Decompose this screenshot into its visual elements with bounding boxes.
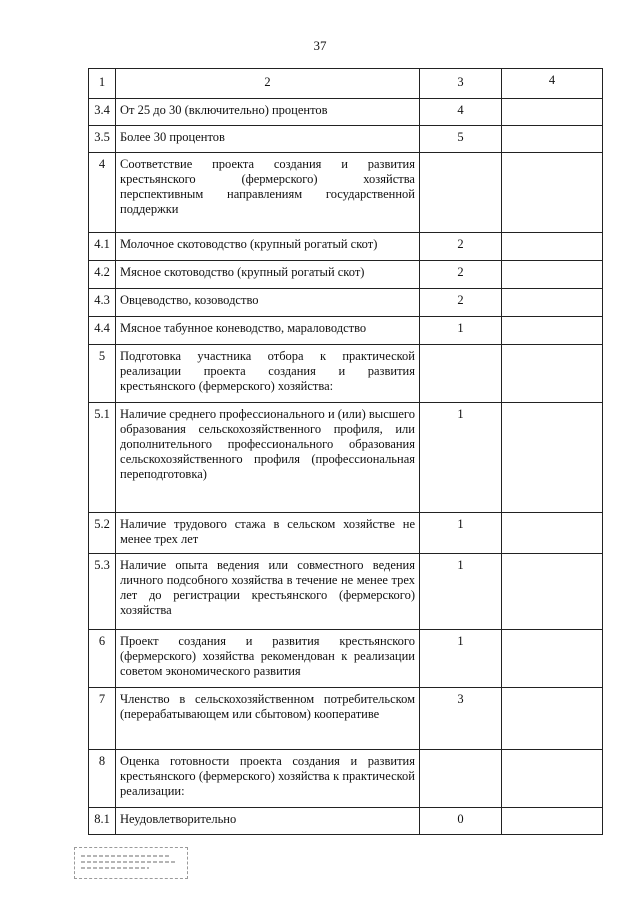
row-criterion: Неудовлетворительно [116,808,420,835]
table-row [89,750,603,808]
row-score: 1 [420,513,502,554]
row-score: 2 [420,261,502,289]
criteria-table [88,68,603,835]
row-score: 1 [420,630,502,688]
row-criterion: Молочное скотоводство (крупный рогатый скот) [116,233,420,261]
table-row [89,554,603,630]
row-number: 4.1 [89,233,116,261]
row-number: 8.1 [89,808,116,835]
row-number: 5.1 [89,403,116,513]
row-criterion: Проект создания и развития крестьянского (фермерского) хозяйства рекомендован к реализации советом экономического развития [116,630,420,688]
row-number: 3.5 [89,126,116,153]
row-number: 4.2 [89,261,116,289]
row-criterion: Оценка готовности проекта создания и развития крестьянского (фермерского) хозяйства к практической реализации: [116,750,420,808]
row-number: 4.3 [89,289,116,317]
row-number: 5.3 [89,554,116,630]
table-row [89,403,603,513]
row-extra [502,317,603,345]
table-row [89,233,603,261]
row-extra [502,750,603,808]
row-number: 4 [89,153,116,233]
row-score: 4 [420,99,502,126]
row-extra [502,554,603,630]
row-extra [502,513,603,554]
row-score: 5 [420,126,502,153]
row-number: 8 [89,750,116,808]
row-extra [502,126,603,153]
row-extra [502,345,603,403]
row-score [420,153,502,233]
row-extra [502,630,603,688]
row-number: 5.2 [89,513,116,554]
row-score: 1 [420,317,502,345]
row-score: 0 [420,808,502,835]
header-col-3: 3 [420,69,502,99]
row-score: 2 [420,289,502,317]
row-criterion: От 25 до 30 (включительно) процентов [116,99,420,126]
row-criterion: Овцеводство, козоводство [116,289,420,317]
table-row [89,126,603,153]
table-row [89,317,603,345]
stamp-scribble [79,850,183,876]
row-extra [502,403,603,513]
table-row [89,808,603,835]
page-number: 37 [313,38,327,53]
row-score [420,750,502,808]
row-criterion: Мясное табунное коневодство, мараловодство [116,317,420,345]
table-row [89,345,603,403]
row-score [420,345,502,403]
row-extra [502,233,603,261]
table-row [89,688,603,750]
row-extra [502,289,603,317]
row-score: 1 [420,554,502,630]
row-number: 4.4 [89,317,116,345]
row-criterion: Подготовка участника отбора к практической реализации проекта создания и развития крестьянского (фермерского) хозяйства: [116,345,420,403]
row-number: 5 [89,345,116,403]
row-criterion: Наличие трудового стажа в сельском хозяйстве не менее трех лет [116,513,420,554]
table-row [89,513,603,554]
row-criterion: Наличие среднего профессионального и (или) высшего образования сельскохозяйственного профиля, или дополнительного профессионального образования сельскохозяйственного профиля (профессиональная переподготовка) [116,403,420,513]
row-score: 1 [420,403,502,513]
table-row [89,153,603,233]
row-number: 7 [89,688,116,750]
row-number: 3.4 [89,99,116,126]
header-col-4: 4 [502,69,603,99]
table-row [89,630,603,688]
row-extra [502,99,603,126]
table-row [89,99,603,126]
header-col-1: 1 [89,69,116,99]
table-row [89,289,603,317]
header-col-2: 2 [116,69,420,99]
table-row [89,261,603,289]
row-criterion: Членство в сельскохозяйственном потребительском (перерабатывающем или сбытовом) кооперативе [116,688,420,750]
faded-stamp [74,847,188,879]
row-extra [502,688,603,750]
row-criterion: Более 30 процентов [116,126,420,153]
row-score: 3 [420,688,502,750]
row-score: 2 [420,233,502,261]
row-criterion: Наличие опыта ведения или совместного ведения личного подсобного хозяйства в течение не менее трех лет до регистрации крестьянского (фермерского) хозяйства [116,554,420,630]
row-criterion: Мясное скотоводство (крупный рогатый скот) [116,261,420,289]
row-extra [502,808,603,835]
row-extra [502,261,603,289]
row-extra [502,153,603,233]
row-number: 6 [89,630,116,688]
table-header-row [89,69,603,99]
row-criterion: Соответствие проекта создания и развития крестьянского (фермерского) хозяйства перспективным направлениям государственной поддержки [116,153,420,233]
